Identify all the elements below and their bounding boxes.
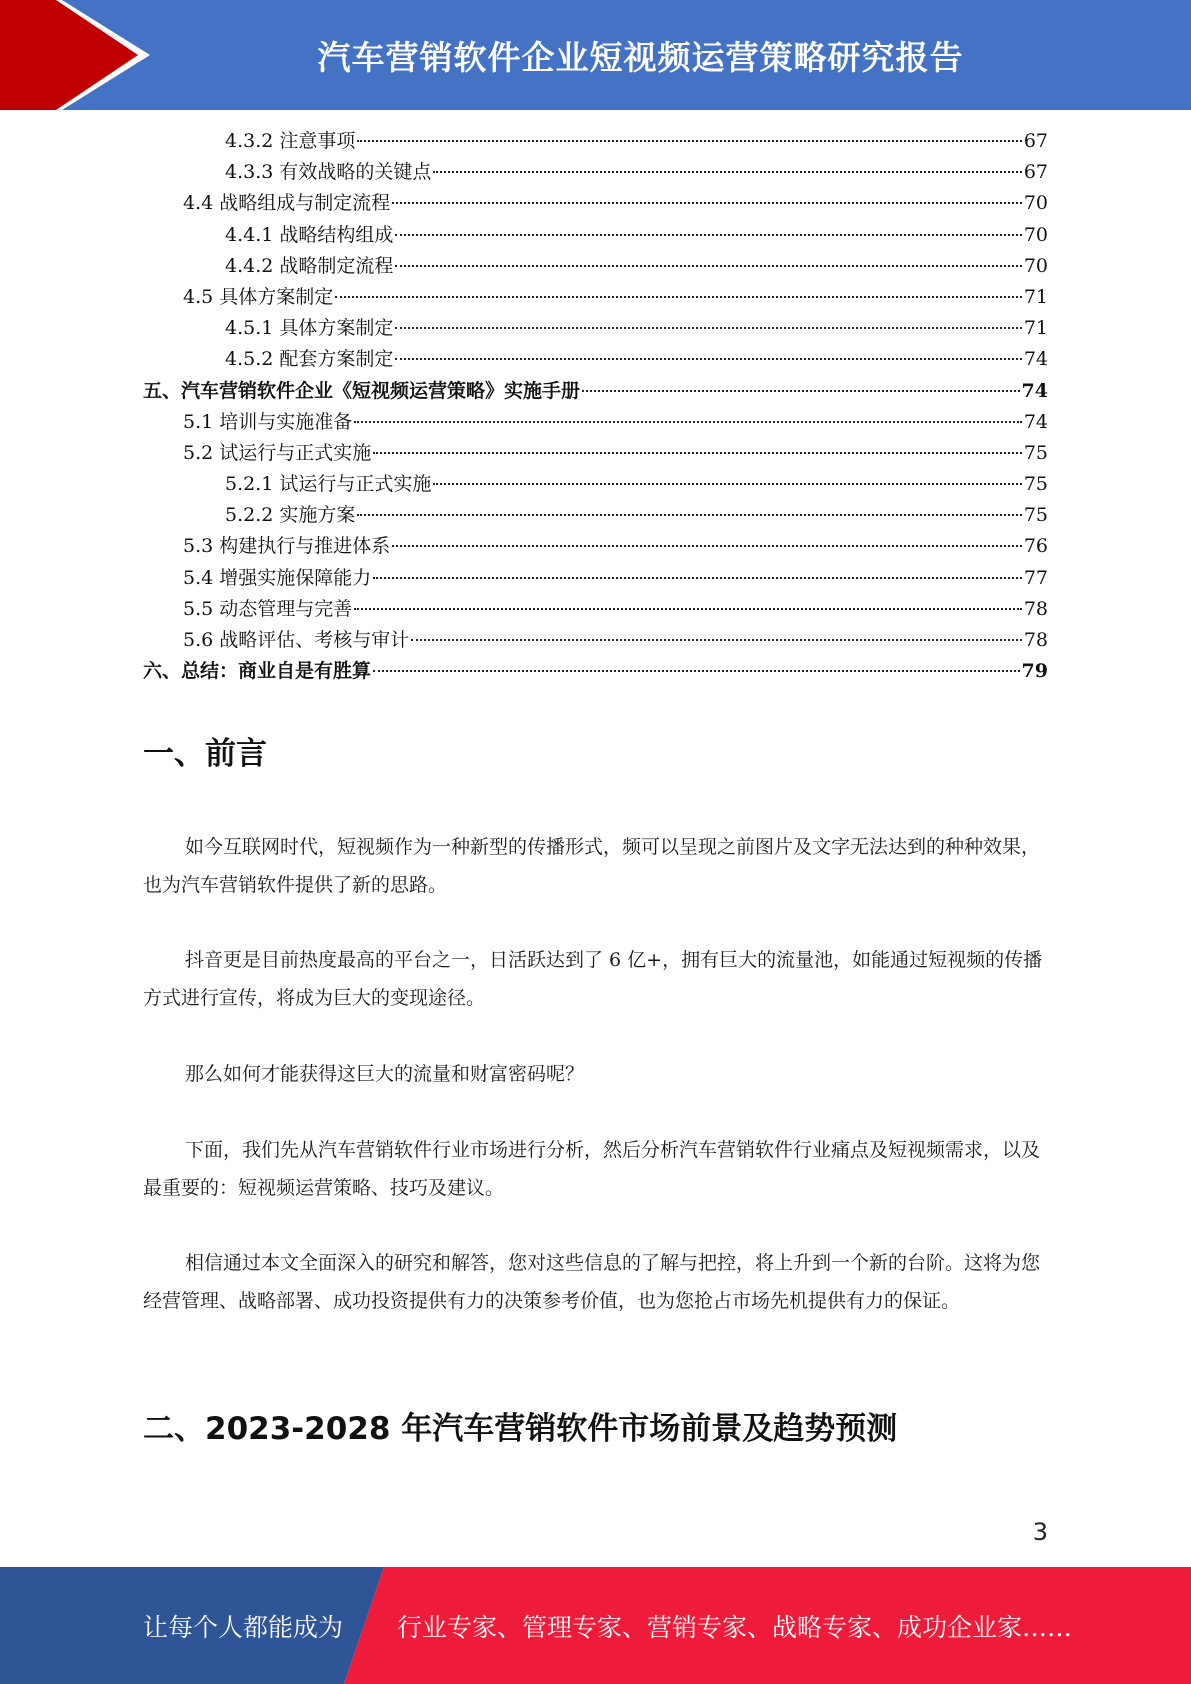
toc-leader-dots: [395, 265, 1021, 267]
toc-entry[interactable]: [143, 282, 1048, 313]
toc-leader-dots: [582, 390, 1020, 392]
toc-entry[interactable]: [143, 594, 1048, 625]
paragraph: 下面，我们先从汽车营销软件行业市场进行分析，然后分析汽车营销软件行业痛点及短视频需求，以及最重要的：短视频运营策略、技巧及建议。: [143, 1139, 1041, 1199]
toc-leader-dots: [433, 483, 1021, 485]
toc-entry-label: 4.3.2 注意事项: [225, 130, 356, 152]
toc-entry-label: 5.5 动态管理与完善: [183, 597, 353, 620]
toc-entry-label: 4.5.1 具体方案制定: [225, 317, 394, 340]
toc-entry-page: 70: [1023, 192, 1048, 215]
toc-entry-page: 76: [1023, 535, 1048, 558]
toc-leader-dots: [373, 452, 1022, 454]
toc-entry-page: 78: [1023, 597, 1048, 620]
toc-entry-label: 六、总结：商业自是有胜算: [143, 660, 372, 683]
toc-leader-dots: [395, 358, 1021, 360]
toc-entry-page: 67: [1023, 161, 1048, 184]
page-header: [0, 0, 1191, 110]
toc-leader-dots: [395, 234, 1021, 236]
toc-entry-page: 75: [1023, 441, 1048, 464]
toc-entry-label: 五、汽车营销软件企业《短视频运营策略》实施手册: [143, 379, 581, 402]
toc-leader-dots: [395, 327, 1021, 329]
paragraph: 那么如何才能获得这巨大的流量和财富密码呢？: [185, 1063, 585, 1085]
toc-entry-page: 75: [1023, 473, 1048, 496]
toc-entry-page: 74: [1023, 410, 1048, 433]
toc-entry-label: 4.4 战略组成与制定流程: [183, 192, 391, 215]
toc-leader-dots: [392, 202, 1022, 204]
toc-entry[interactable]: [143, 531, 1048, 562]
paragraph: 抖音更是目前热度最高的平台之一，日活跃达到了 6 亿+，拥有巨大的流量池，如能通过短视频的传播方式进行宣传，将成为巨大的变现途径。: [143, 949, 1043, 1009]
toc-entry[interactable]: [143, 220, 1048, 251]
toc-entry[interactable]: [143, 157, 1048, 188]
table-of-contents: [143, 126, 1048, 687]
page-number: 3: [1032, 1518, 1048, 1546]
footer-slogan-right: 行业专家、管理专家、营销专家、战略专家、成功企业家……: [397, 1612, 1073, 1642]
section-heading-preface: 一、前言: [143, 736, 267, 772]
toc-entry[interactable]: [143, 188, 1048, 219]
toc-entry[interactable]: [143, 407, 1048, 438]
toc-entry[interactable]: [143, 376, 1048, 407]
section-heading-market-forecast: 二、2023-2028 年汽车营销软件市场前景及趋势预测: [143, 1411, 898, 1447]
toc-entry-page: 67: [1023, 130, 1048, 152]
report-title: 汽车营销软件企业短视频运营策略研究报告: [317, 37, 964, 77]
toc-entry-page: 74: [1023, 348, 1048, 371]
toc-entry[interactable]: [143, 344, 1048, 375]
toc-entry-label: 4.4.1 战略结构组成: [225, 223, 394, 246]
toc-entry-label: 4.3.3 有效战略的关键点: [225, 161, 432, 184]
toc-entry[interactable]: [143, 438, 1048, 469]
toc-entry-page: 71: [1023, 285, 1048, 308]
toc-leader-dots: [354, 608, 1022, 610]
toc-entry-label: 5.4 增强实施保障能力: [183, 566, 372, 589]
toc-leader-dots: [357, 514, 1021, 516]
toc-leader-dots: [392, 545, 1022, 547]
footer-slogan-left: 让每个人都能成为: [143, 1612, 344, 1642]
toc-entry-page: 75: [1023, 504, 1048, 527]
toc-entry[interactable]: [143, 656, 1048, 687]
toc-entry-page: 77: [1023, 566, 1048, 589]
toc-entry-label: 5.2.2 实施方案: [225, 504, 356, 527]
page-footer: [0, 1567, 1191, 1684]
red-chevron-icon: [0, 0, 150, 110]
toc-entry-label: 4.5.2 配套方案制定: [225, 348, 394, 371]
toc-entry-label: 5.2 试运行与正式实施: [183, 441, 372, 464]
toc-entry-label: 4.4.2 战略制定流程: [225, 254, 394, 277]
toc-leader-dots: [433, 171, 1021, 173]
toc-entry-label: 5.2.1 试运行与正式实施: [225, 473, 432, 496]
toc-entry-page: 71: [1023, 317, 1048, 340]
toc-entry[interactable]: [143, 625, 1048, 656]
toc-entry-label: 4.5 具体方案制定: [183, 285, 334, 308]
toc-entry[interactable]: [143, 126, 1048, 157]
toc-entry[interactable]: [143, 469, 1048, 500]
toc-entry[interactable]: [143, 563, 1048, 594]
toc-leader-dots: [354, 421, 1022, 423]
toc-entry-label: 5.6 战略评估、考核与审计: [183, 629, 410, 651]
toc-leader-dots: [373, 577, 1022, 579]
toc-leader-dots: [335, 296, 1022, 298]
toc-leader-dots: [373, 670, 1020, 672]
toc-leader-dots: [411, 639, 1022, 641]
paragraph: 如今互联网时代，短视频作为一种新型的传播形式，频可以呈现之前图片及文字无法达到的种种效果，也为汽车营销软件提供了新的思路。: [143, 836, 1041, 896]
toc-entry-page: 70: [1023, 254, 1048, 277]
toc-entry-page: 79: [1021, 660, 1048, 683]
toc-entry[interactable]: [143, 500, 1048, 531]
toc-entry[interactable]: [143, 313, 1048, 344]
toc-leader-dots: [357, 140, 1021, 142]
toc-entry-label: 5.3 构建执行与推进体系: [183, 535, 391, 558]
toc-entry-page: 70: [1023, 223, 1048, 246]
toc-entry-page: 74: [1021, 379, 1048, 402]
toc-entry-label: 5.1 培训与实施准备: [183, 410, 353, 433]
paragraph: 相信通过本文全面深入的研究和解答，您对这些信息的了解与把控，将上升到一个新的台阶。这将为您经营管理、战略部署、成功投资提供有力的决策参考价值，也为您抢占市场先机提供有力的保证。: [143, 1252, 1041, 1312]
toc-entry-page: 78: [1023, 629, 1048, 651]
toc-entry[interactable]: [143, 251, 1048, 282]
